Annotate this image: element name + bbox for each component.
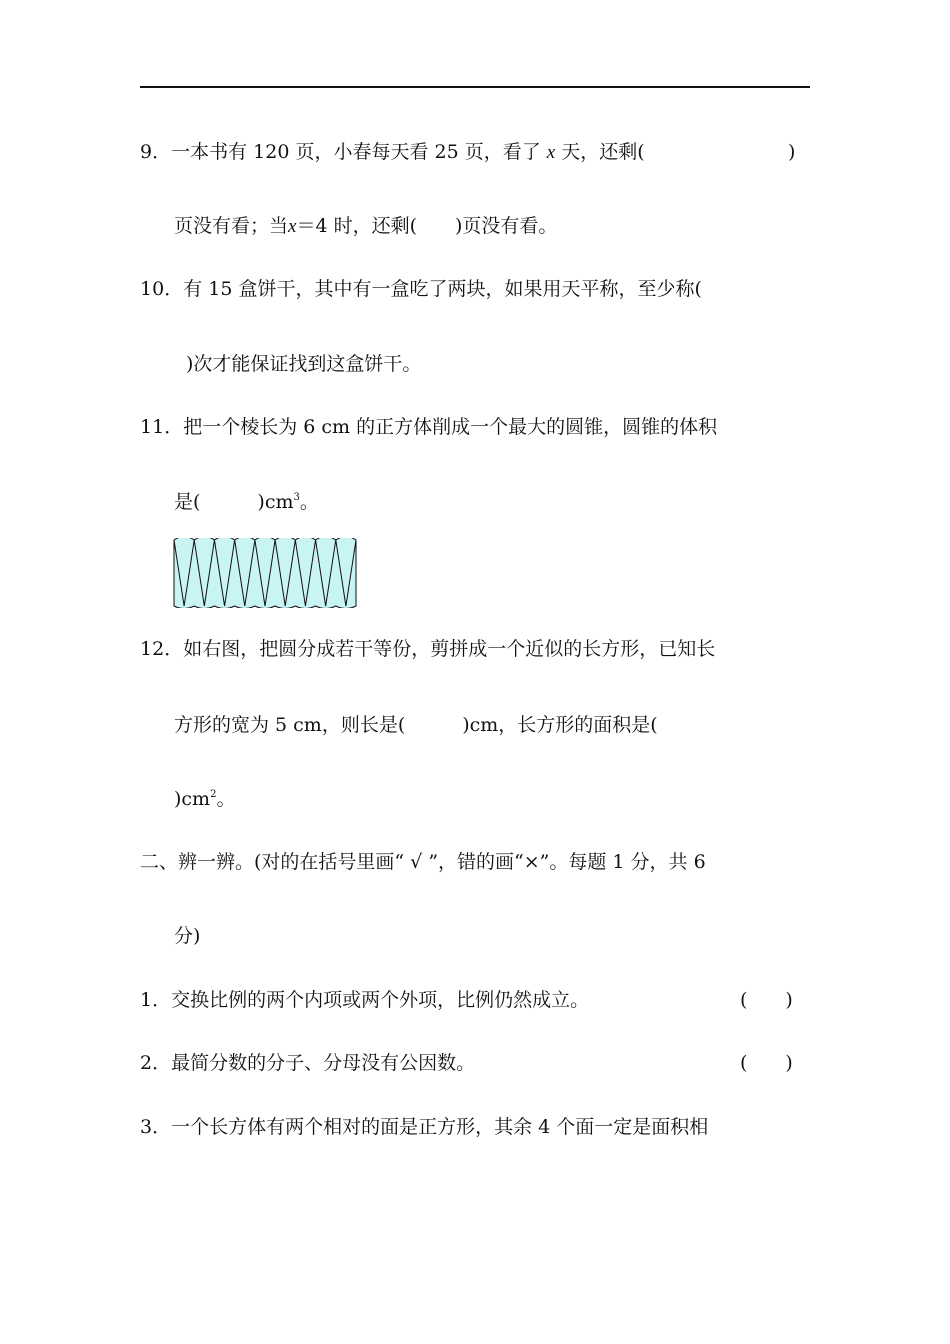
judge-1-text: 交换比例的两个内项或两个外项，比例仍然成立。	[171, 989, 590, 1011]
q10-text: 有 15 盒饼干，其中有一盒吃了两块，如果用天平称，至少称(	[183, 278, 702, 300]
q9-line2-variable: x	[288, 216, 297, 237]
judge-2-text: 最简分数的分子、分母没有公因数。	[171, 1052, 476, 1074]
q12-line1: 12．如右图，把圆分成若干等份，剪拼成一个近似的长方形，已知长	[140, 638, 716, 660]
q10-line1: 10．有 15 盒饼干，其中有一盒吃了两块，如果用天平称，至少称(	[140, 278, 702, 300]
q9-variable: x	[546, 142, 556, 163]
judge-3-number: 3	[140, 1116, 153, 1138]
q12-number: 12	[140, 638, 165, 660]
figure-outline	[174, 538, 356, 608]
section2-heading: 二、辨一辨。(对的在括号里画“ √ ”，错的画“×”。每题 1 分，共 6	[140, 851, 706, 873]
q12-superscript: 2	[210, 789, 217, 800]
judge-1-answer-bracket: ( )	[740, 989, 793, 1011]
section2-heading-cont: 分)	[174, 925, 201, 947]
q9-line2-b: ＝4 时，还剩( )页没有看。	[296, 215, 558, 237]
q12-end: 。	[216, 788, 236, 810]
q11-number: 11	[140, 416, 165, 438]
judge-1-number: 1	[140, 989, 153, 1011]
q9-line2	[174, 214, 557, 239]
sectors-group	[174, 538, 356, 608]
q11-line2-text: 是( )cm	[174, 491, 294, 513]
judge-2-answer-bracket: ( )	[740, 1052, 793, 1074]
q10-line2: )次才能保证找到这盒饼干。	[186, 353, 422, 375]
sector-rectangle-figure	[172, 538, 358, 612]
sector-rectangle-svg	[172, 538, 358, 608]
q12-line3	[174, 787, 235, 811]
q11-end: 。	[299, 491, 319, 513]
q12-text: 如右图，把圆分成若干等份，剪拼成一个近似的长方形，已知长	[183, 638, 716, 660]
q9-text-tail: 天，还剩(	[561, 141, 645, 163]
q11-line1: 11．把一个棱长为 6 cm 的正方体削成一个最大的圆锥，圆锥的体积	[140, 416, 718, 438]
q9-line1: 9．一本书有 120 页，小春每天看 25 页，看了 x 天，还剩(	[140, 141, 645, 163]
q11-line2	[174, 490, 319, 514]
q9-close-bracket: )	[788, 141, 796, 163]
q9-number: 9	[140, 141, 153, 163]
header-rule	[140, 86, 810, 88]
judge-2-number: 2	[140, 1052, 153, 1074]
q12-line2: 方形的宽为 5 cm，则长是( )cm，长方形的面积是(	[174, 714, 658, 736]
q9-text: 一本书有 120 页，小春每天看 25 页，看了	[171, 141, 541, 163]
q9-line2-a: 页没有看；当	[174, 215, 289, 237]
q11-text: 把一个棱长为 6 cm 的正方体削成一个最大的圆锥，圆锥的体积	[183, 416, 718, 438]
judge-3: 3．一个长方体有两个相对的面是正方形，其余 4 个面一定是面积相	[140, 1116, 709, 1138]
judge-1: 1．交换比例的两个内项或两个外项，比例仍然成立。	[140, 989, 590, 1011]
judge-3-text: 一个长方体有两个相对的面是正方形，其余 4 个面一定是面积相	[171, 1116, 709, 1138]
judge-2: 2．最简分数的分子、分母没有公因数。	[140, 1052, 476, 1074]
q11-superscript: 3	[293, 492, 300, 503]
q10-number: 10	[140, 278, 165, 300]
q12-line3-text: )cm	[174, 788, 211, 810]
